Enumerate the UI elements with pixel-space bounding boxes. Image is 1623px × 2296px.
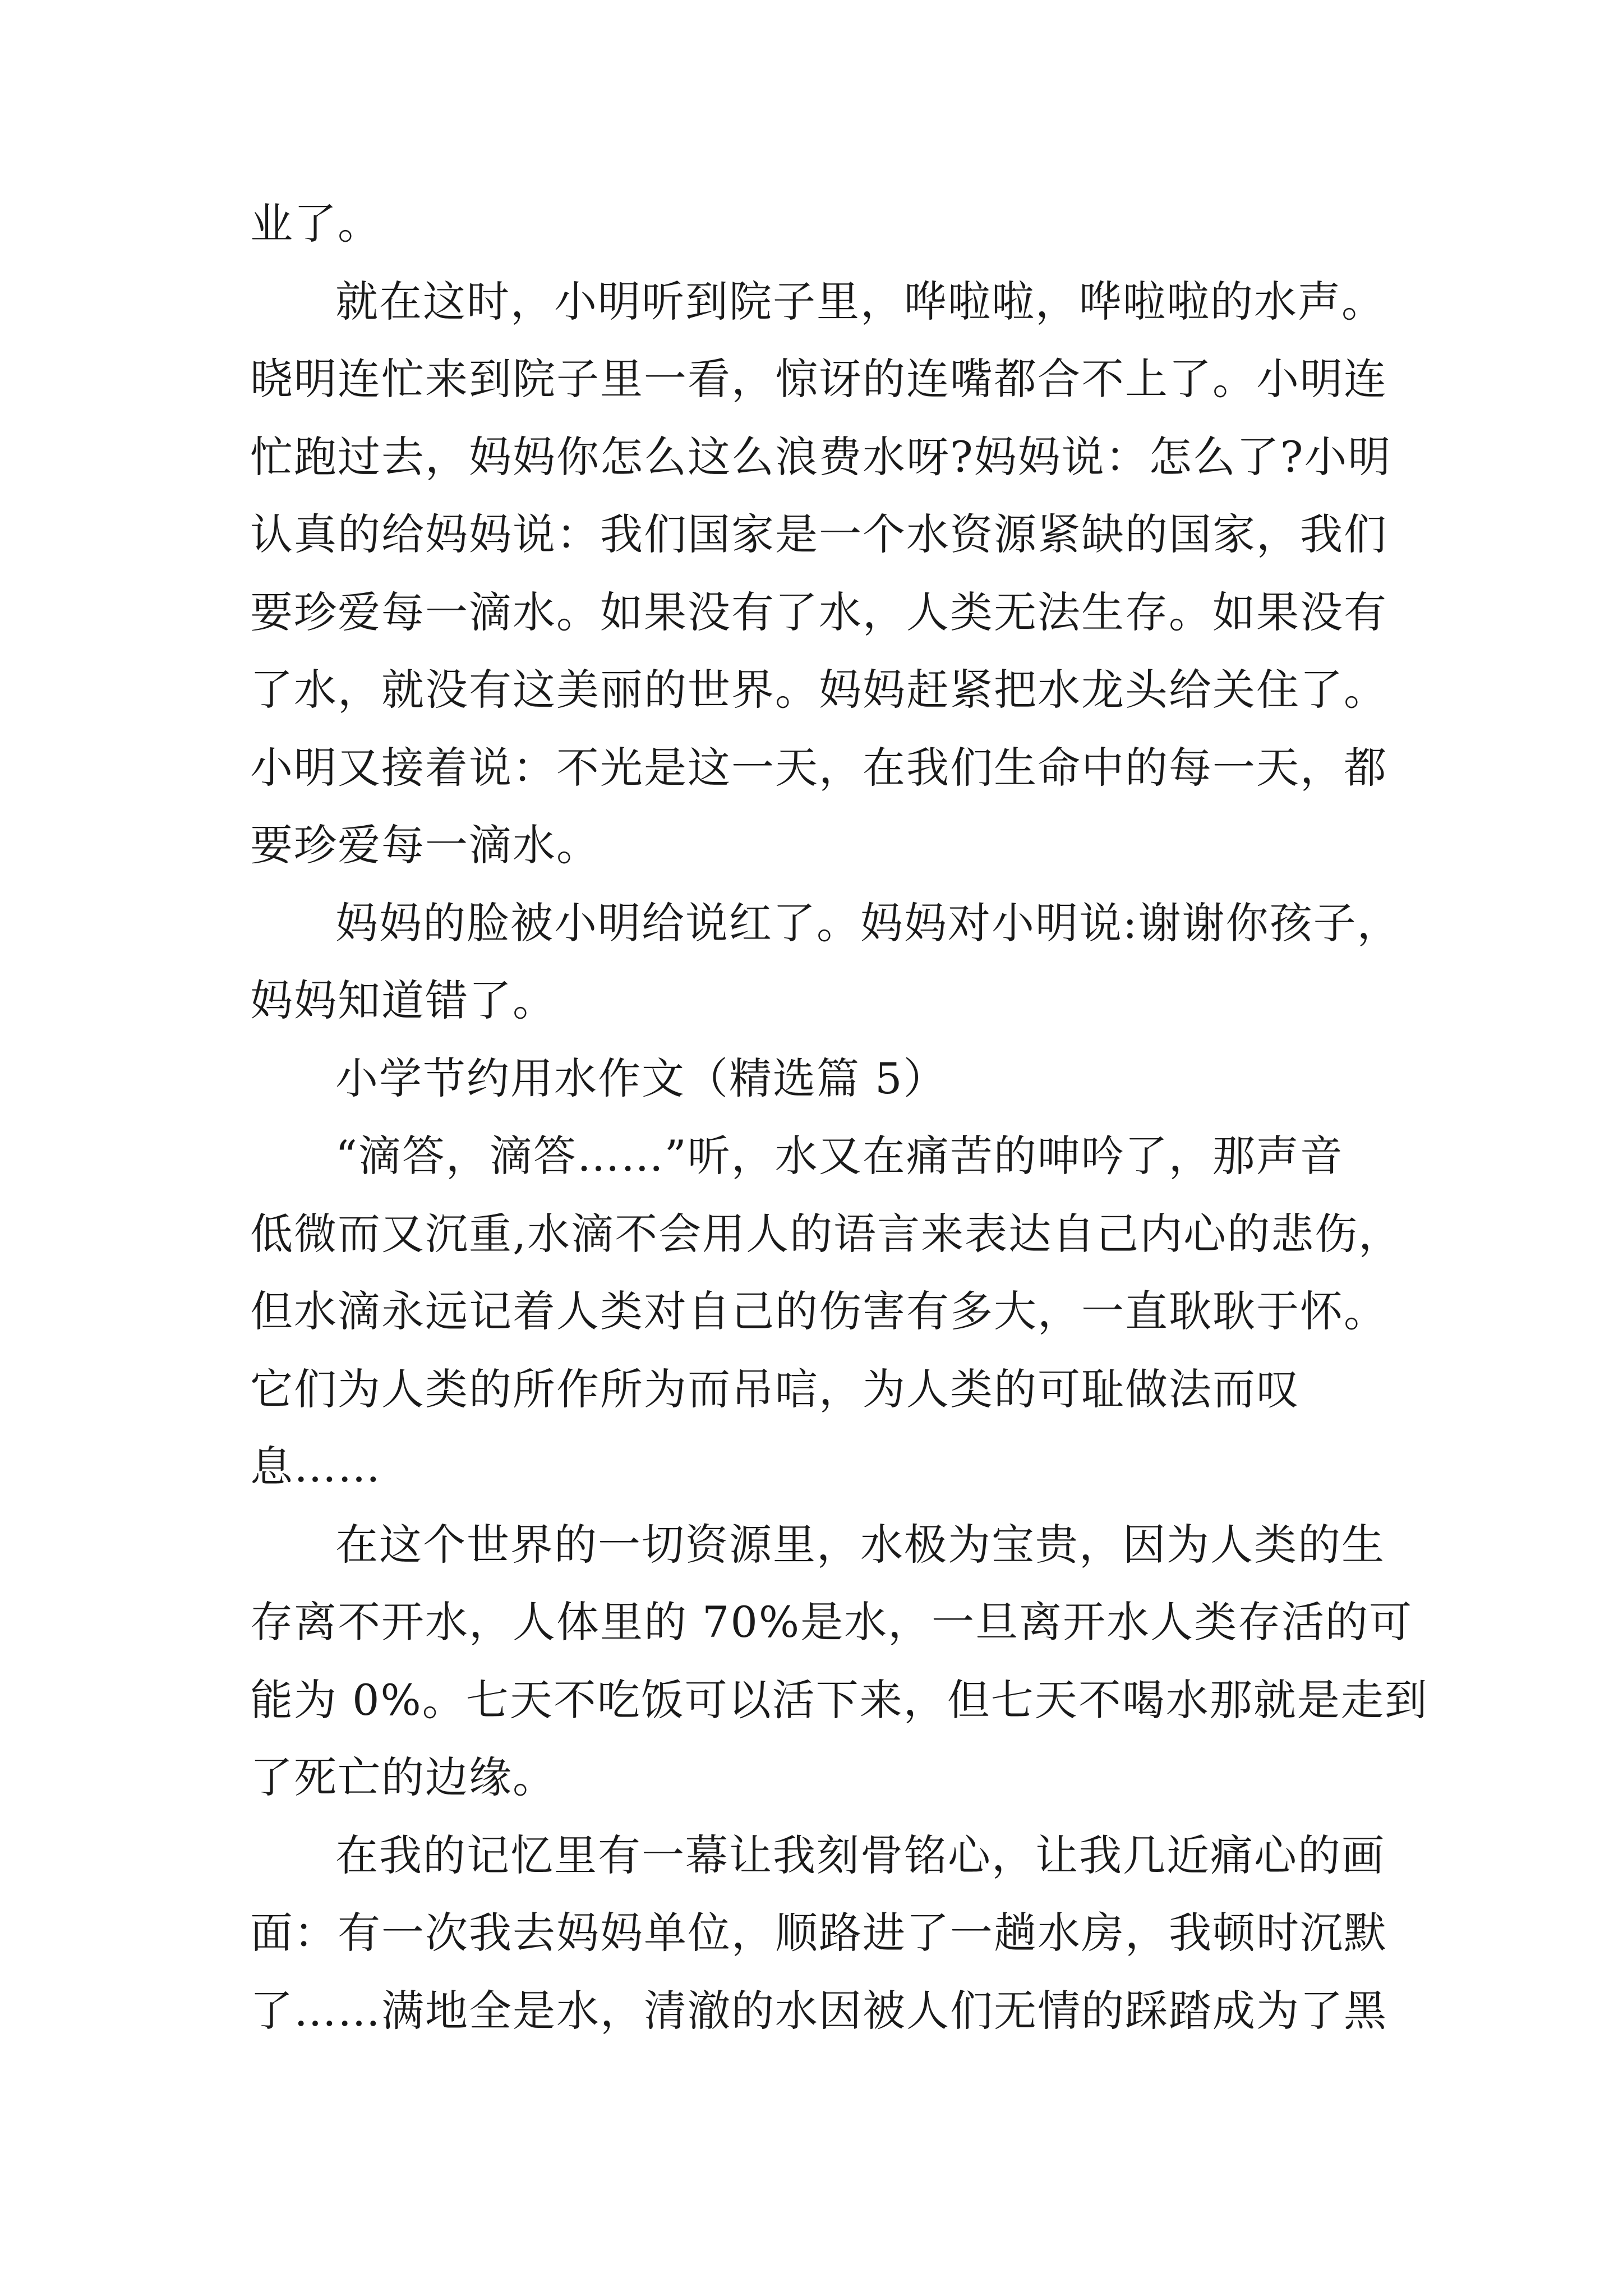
text-line: 息…… [250, 1442, 381, 1492]
text-line: 存离不开水，人体里的 70%是水，一旦离开水人类存活的可 [250, 1597, 1413, 1647]
text-line: 要珍爱每一滴水。如果没有了水，人类无法生存。如果没有 [250, 587, 1387, 637]
paragraph-first-line: 在我的记忆里有一幕让我刻骨铭心，让我几近痛心的画 [335, 1830, 1385, 1880]
text-line: 晓明连忙来到院子里一看，惊讶的连嘴都合不上了。小明连 [250, 354, 1387, 404]
text-line: 要珍爱每一滴水。 [250, 820, 600, 870]
paragraph-first-line: 就在这时，小明听到院子里，哗啦啦，哗啦啦的水声。 [335, 276, 1385, 326]
text-line: 但水滴永远记着人类对自己的伤害有多大，一直耿耿于怀。 [250, 1286, 1387, 1336]
text-line: 认真的给妈妈说：我们国家是一个水资源紧缺的国家，我们 [250, 509, 1387, 559]
paragraph-first-line: “滴答，滴答……”听，水又在痛苦的呻吟了，那声音 [335, 1131, 1344, 1181]
text-line: 妈妈知道错了。 [250, 976, 556, 1025]
text-line: 了……满地全是水，清澈的水因被人们无情的踩踏成为了黑 [250, 1985, 1387, 2036]
text-line: 了水，就没有这美丽的世界。妈妈赶紧把水龙头给关住了。 [250, 665, 1387, 715]
text-line: 面：有一次我去妈妈单位，顺路进了一趟水房，我顿时沉默 [250, 1908, 1387, 1958]
section-heading: 小学节约用水作文（精选篇 5） [335, 1053, 947, 1103]
text-line: 能为 0%。七天不吃饭可以活下来，但七天不喝水那就是走到 [250, 1674, 1428, 1725]
text-line: 低微而又沉重,水滴不会用人的语言来表达自己内心的悲伤， [250, 1208, 1403, 1259]
text-line: 小明又接着说：不光是这一天，在我们生命中的每一天，都 [250, 742, 1387, 793]
text-line: 它们为人类的所作所为而吊唁，为人类的可耻做法而叹 [250, 1364, 1300, 1414]
text-line: 业了。 [250, 199, 381, 249]
document-body [250, 185, 1428, 2050]
text-line: 了死亡的边缘。 [250, 1752, 556, 1802]
paragraph-first-line: 妈妈的脸被小明给说红了。妈妈对小明说:谢谢你孩子， [335, 898, 1401, 948]
paragraph-first-line: 在这个世界的一切资源里，水极为宝贵，因为人类的生 [335, 1519, 1385, 1570]
text-line: 忙跑过去，妈妈你怎么这么浪费水呀?妈妈说：怎么了?小明 [250, 431, 1392, 482]
